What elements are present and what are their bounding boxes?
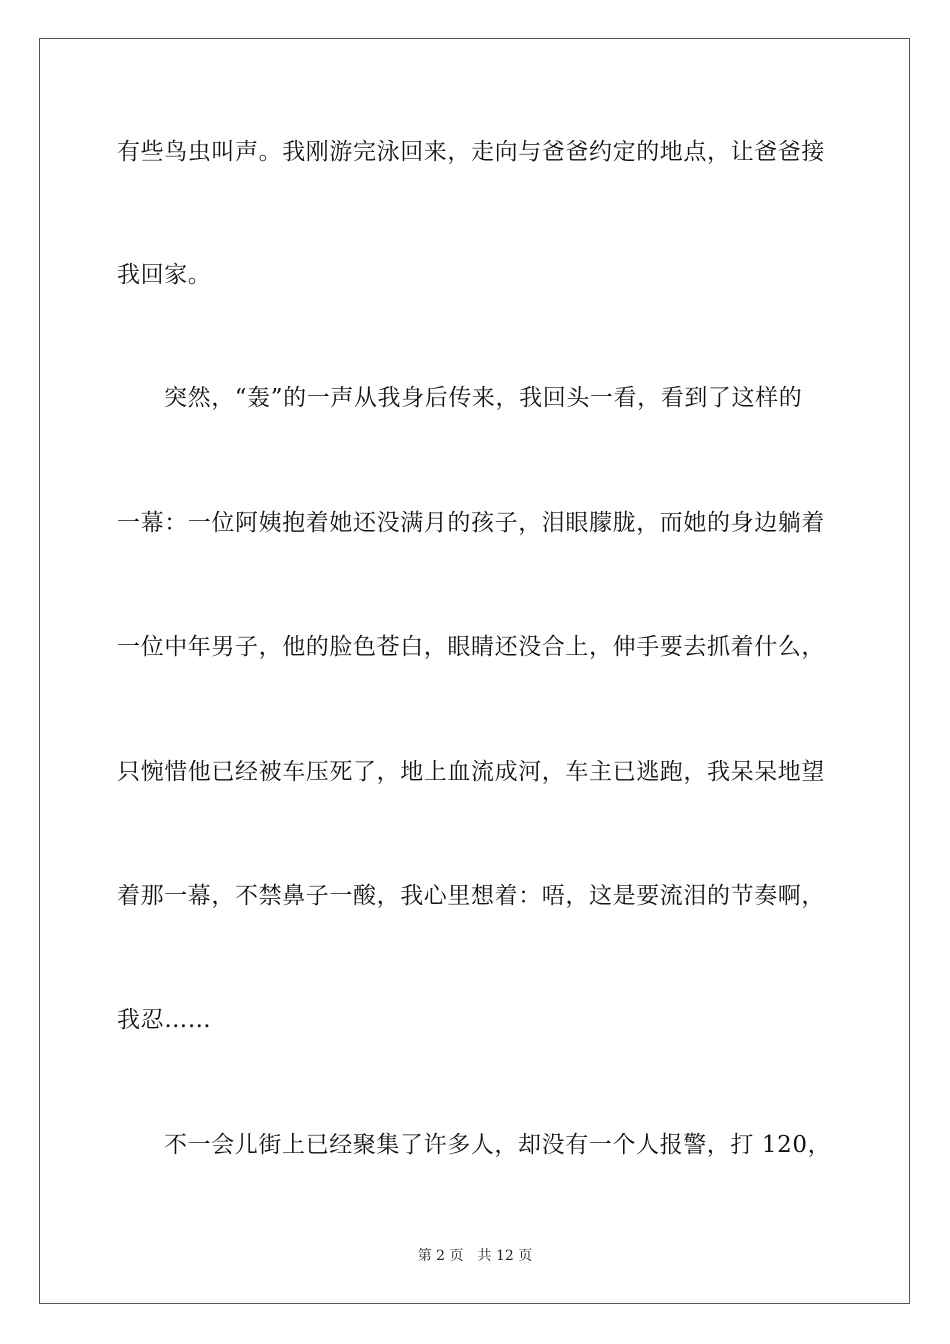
page-number: 第 2 页 — [417, 1248, 464, 1264]
text-line: 一幕：一位阿姨抱着她还没满月的孩子，泪眼朦胧，而她的身边躺着 — [117, 510, 825, 536]
text-line: 一位中年男子，他的脸色苍白，眼睛还没合上，伸手要去抓着什么， — [117, 634, 825, 660]
text-line: 着那一幕，不禁鼻子一酸，我心里想着：唔，这是要流泪的节奏啊， — [117, 883, 825, 909]
text-line: 只惋惜他已经被车压死了，地上血流成河，车主已逃跑，我呆呆地望 — [117, 759, 825, 785]
text-line: 有些鸟虫叫声。我刚游完泳回来，走向与爸爸约定的地点，让爸爸接 — [117, 139, 825, 165]
page-footer — [0, 1247, 950, 1265]
paragraph-start-line: 不一会儿街上已经聚集了许多人，却没有一个人报警，打 120， — [164, 1132, 832, 1158]
text-line: 我回家。 — [117, 262, 212, 288]
page-frame — [39, 38, 910, 1304]
paragraph-start-line: 突然，“轰”的一声从我身后传来，我回头一看，看到了这样的 — [164, 385, 803, 411]
text-line: 我忍…… — [117, 1007, 212, 1033]
total-pages: 共 12 页 — [477, 1248, 533, 1264]
